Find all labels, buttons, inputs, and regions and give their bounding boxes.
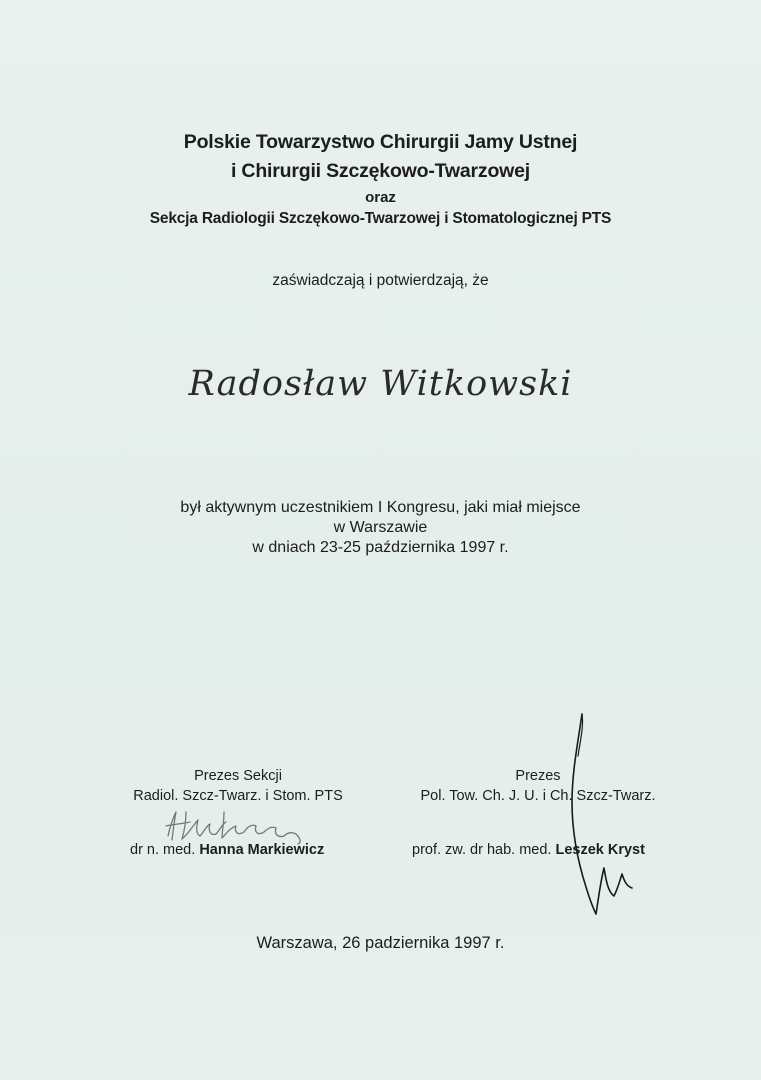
recipient-name: Radosław Witkowski [188, 364, 573, 404]
place-and-date: Warszawa, 26 padziernika 1997 r. [256, 934, 505, 952]
organization-name-line-1: Polskie Towarzystwo Chirurgii Jamy Ustnej [183, 131, 578, 153]
right-signature [560, 712, 640, 922]
left-signatory-title [108, 766, 368, 806]
right-signatory-name: Leszek Kryst [555, 842, 645, 858]
left-signature [160, 806, 310, 846]
left-signatory-name-line [130, 842, 324, 858]
left-signatory-name-prefix: dr n. med. [130, 842, 196, 858]
organization-name-line-2: i Chirurgii Szczękowo-Twarzowej [231, 160, 530, 182]
statement-line-1: był aktywnym uczestnikiem I Kongresu, jaki miał miejsce [180, 499, 581, 516]
participation-statement [0, 498, 761, 558]
left-signatory-title-line-1: Prezes Sekcji [194, 768, 282, 784]
left-signatory-name: Hanna Markiewicz [199, 842, 325, 858]
right-signatory-name-prefix: prof. zw. dr hab. med. [412, 842, 552, 858]
statement-line-2: w Warszawie [333, 519, 428, 536]
statement-line-3: w dniach 23-25 października 1997 r. [252, 539, 509, 556]
section-name: Sekcja Radiologii Szczękowo-Twarzowej i Stomatologicznej PTS [149, 210, 612, 227]
right-signatory-title-line-2: Pol. Tow. Ch. J. U. i Ch. Szcz-Twarz. [420, 788, 656, 804]
left-signatory-title-line-2: Radiol. Szcz-Twarz. i Stom. PTS [133, 788, 343, 804]
intro-text: zaświadczają i potwierdzają, że [272, 272, 489, 289]
conjunction-text: oraz [365, 189, 396, 206]
right-signatory-title-line-1: Prezes [515, 768, 561, 784]
